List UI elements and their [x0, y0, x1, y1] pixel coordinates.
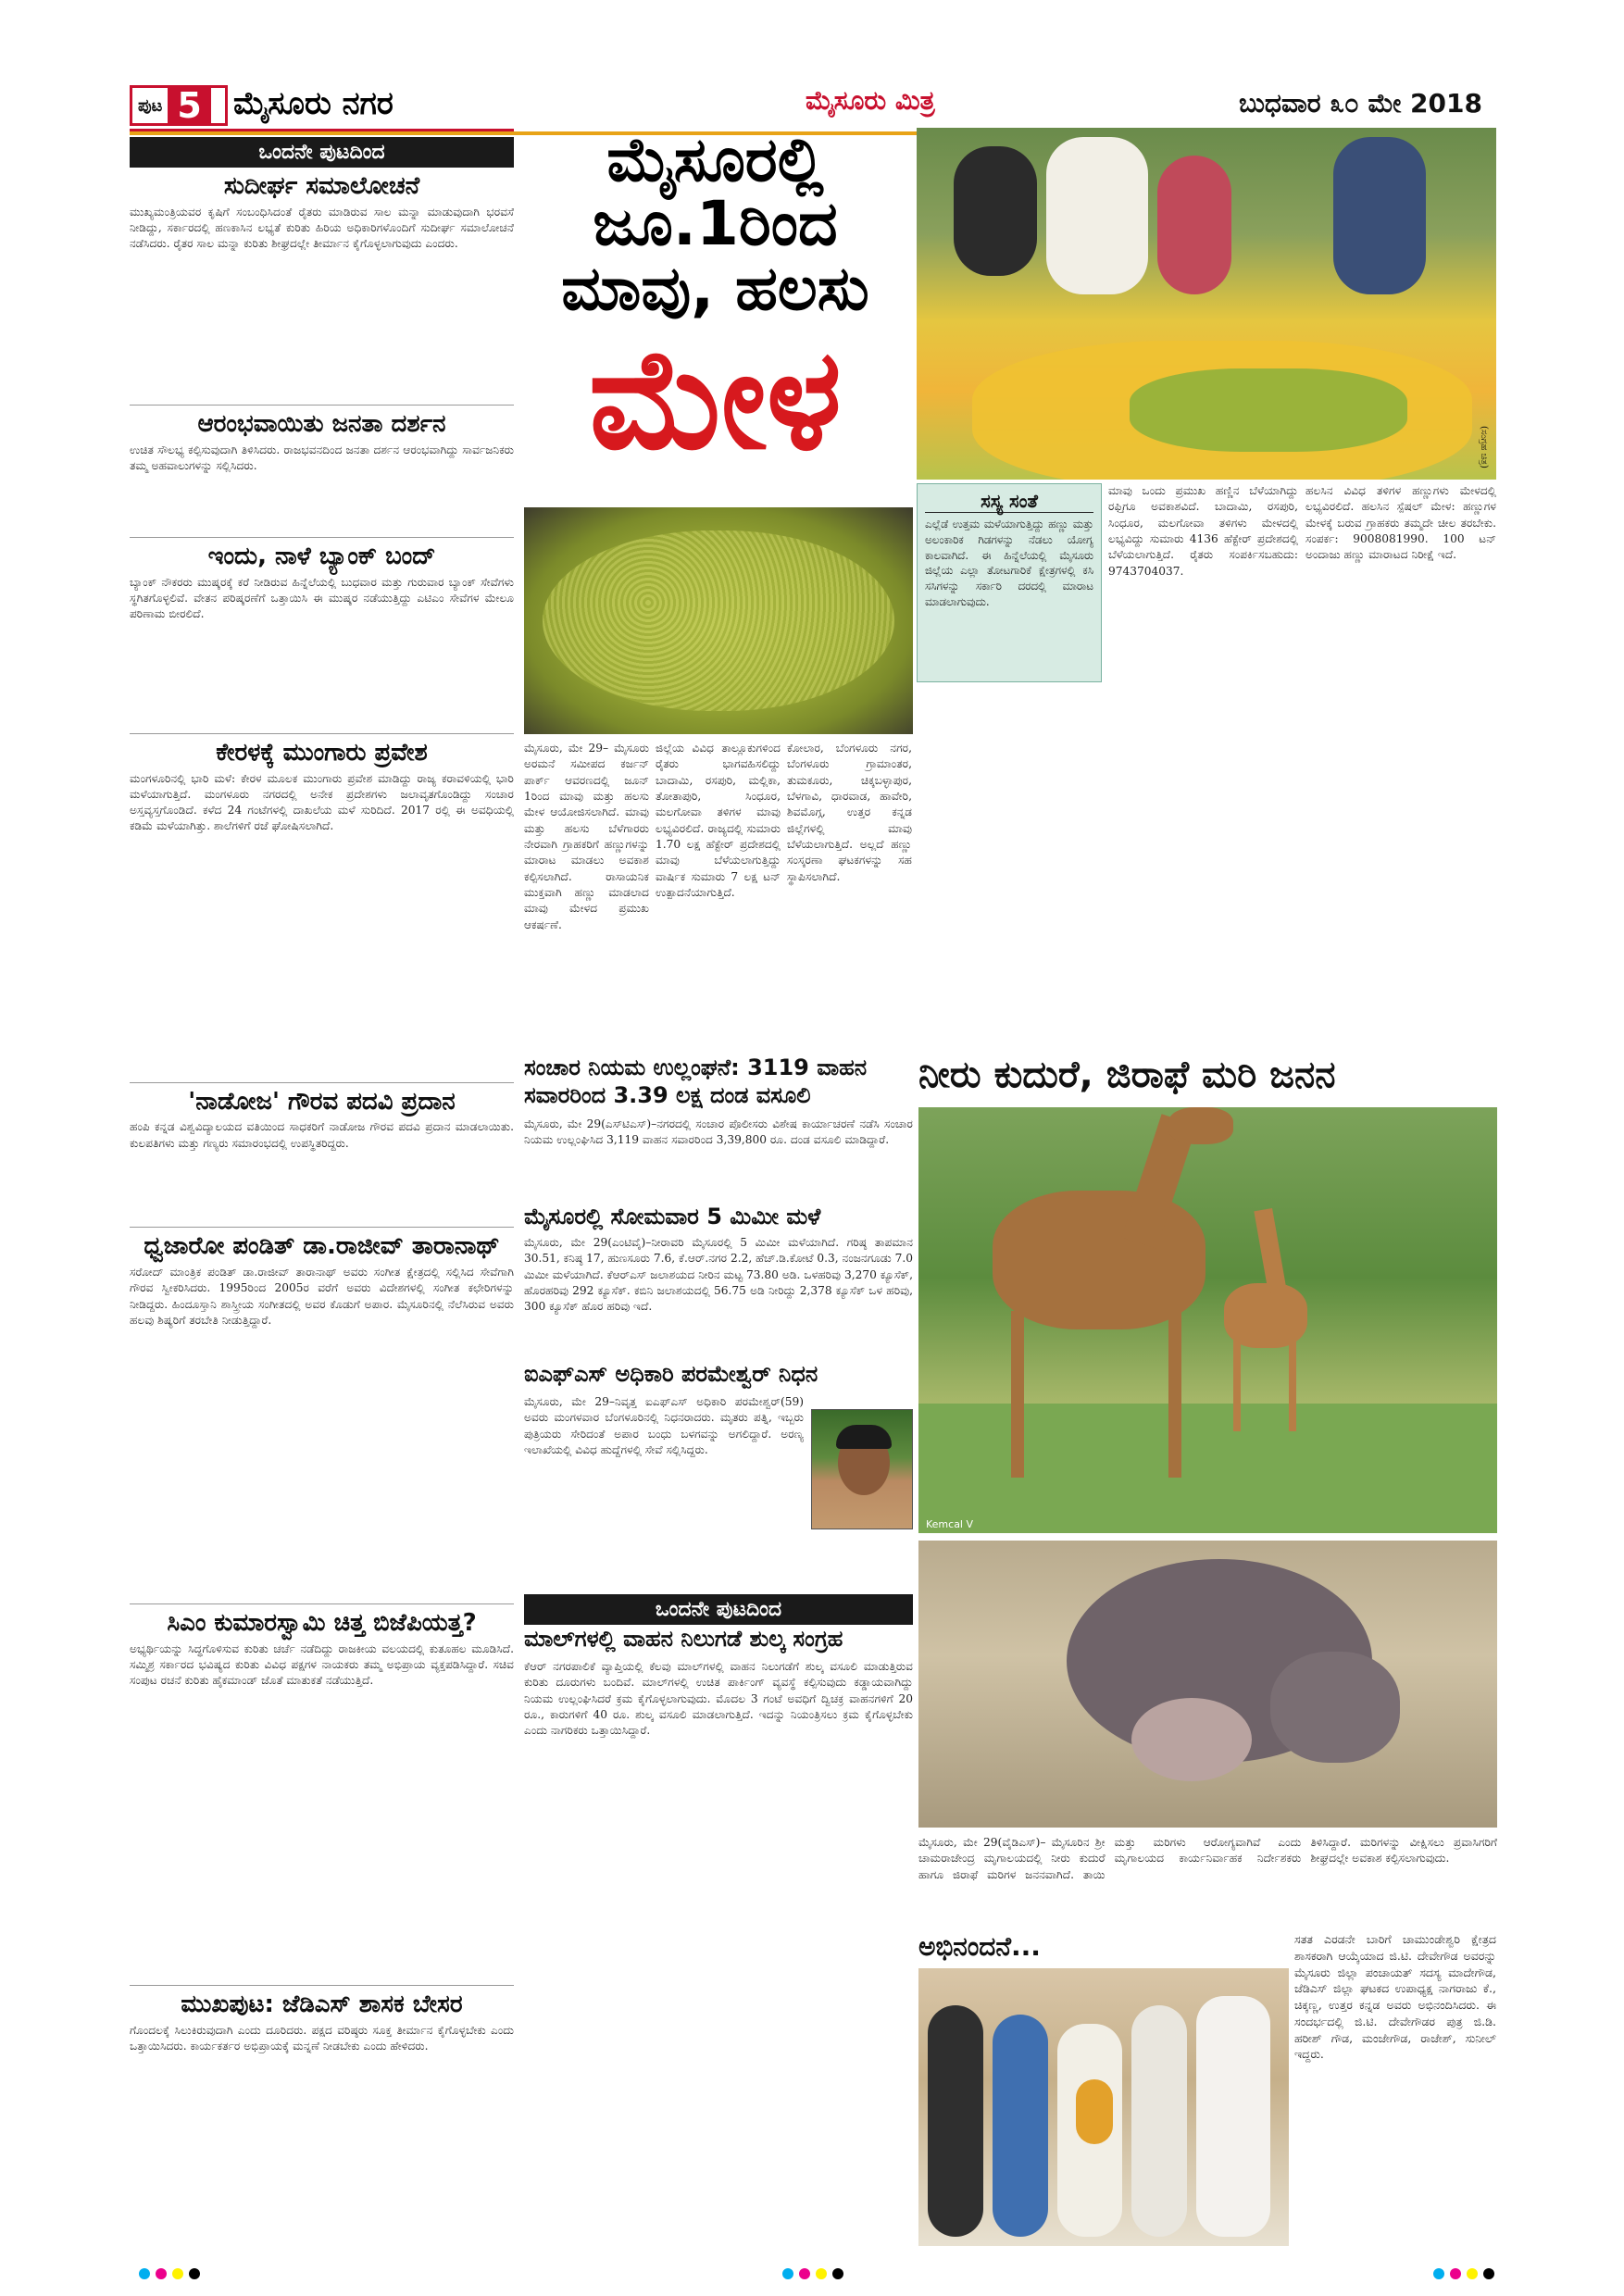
mall-body: ಕೆಆರ್ ನಗರಪಾಲಿಕೆ ವ್ಯಾಪ್ತಿಯಲ್ಲಿ ಕೆಲವು ಮಾಲ್‌ಗಳಲ್ಲಿ ವಾಹನ ನಿಲುಗಡೆಗೆ ಶುಲ್ಕ ವಸೂಲಿ ಮಾಡುತ್ತಿರುವ ಕುರಿತು ದೂರುಗಳು ಬಂದಿವೆ. ಮಾಲ್‌ಗಳಲ್ಲಿ ಉಚಿತ ಪಾರ್ಕಿಂಗ್ ವ್ಯವಸ್ಥೆ ಕಲ್ಪಿಸುವುದು ಕಡ್ಡಾಯವಾಗಿದ್ದು ನಿಯಮ ಉಲ್ಲಂಘಿಸಿದರೆ ಕ್ರಮ ಕೈಗೊಳ್ಳಲಾಗುವುದು. ಮೊದಲ 3 ಗಂಟೆ ಅವಧಿಗೆ ದ್ವಿಚಕ್ರ ವಾಹನಗಳಿಗೆ 20 ರೂ., ಕಾರುಗಳಿಗೆ 40 ರೂ. ಶುಲ್ಕ ವಸೂಲಿ ಮಾಡಲಾಗುತ್ತಿದೆ. ಇದನ್ನು ನಿಯಂತ್ರಿಸಲು ಕ್ರಮ ಕೈಗೊಳ್ಳಬೇಕು ಎಂದು ನಾಗರಿಕರು ಒತ್ತಾಯಿಸಿದ್ದಾರೆ. — [524, 1660, 913, 1738]
divider — [130, 537, 514, 538]
yellow-dot — [172, 2268, 183, 2279]
print-registration-marks — [1433, 2268, 1494, 2279]
article-body: ಮುಖ್ಯಮಂತ್ರಿಯವರ ಕೃಷಿಗೆ ಸಂಬಂಧಿಸಿದಂತೆ ರೈತರು ಮಾಡಿರುವ ಸಾಲ ಮನ್ನಾ ಮಾಡುವುದಾಗಿ ಭರವಸೆ ನೀಡಿದ್ದು, ಸರ್ಕಾರದಲ್ಲಿ ಹಣಕಾಸಿನ ಲಭ್ಯತೆ ಕುರಿತು ಹಿರಿಯ ಅಧಿಕಾರಿಗಳೊಂದಿಗೆ ಸುದೀರ್ಘ ಸಮಾಲೋಚನೆ ನಡೆಸಿದರು. ರೈತರ ಸಾಲ ಮನ್ನಾ ಕುರಿತು ಶೀಘ್ರದಲ್ಲೇ ತೀರ್ಮಾನ ಕೈಗೊಳ್ಳಲಾಗುವುದು ಎಂದರು. — [130, 205, 514, 251]
box-body: ಎಲ್ಲೆಡೆ ಉತ್ತಮ ಮಳೆಯಾಗುತ್ತಿದ್ದು ಹಣ್ಣು ಮತ್ತು ಅಲಂಕಾರಿಕ ಗಿಡಗಳನ್ನು ನೆಡಲು ಯೋಗ್ಯ ಕಾಲವಾಗಿದೆ. ಈ ಹಿನ್ನೆಲೆಯಲ್ಲಿ ಮೈಸೂರು ಜಿಲ್ಲೆಯ ಎಲ್ಲಾ ತೋಟಗಾರಿಕೆ ಕ್ಷೇತ್ರಗಳಲ್ಲಿ ಕಸಿ ಸಸಿಗಳನ್ನು ಸರ್ಕಾರಿ ದರದಲ್ಲಿ ಮಾರಾಟ ಮಾಡಲಾಗುವುದು. — [925, 518, 1093, 608]
black-dot — [189, 2268, 200, 2279]
continued-band: ಒಂದನೇ ಪುಟದಿಂದ — [524, 1594, 913, 1625]
black-dot — [832, 2268, 843, 2279]
page-number-badge — [130, 85, 228, 126]
jackfruit-photo — [524, 507, 913, 734]
black-dot — [1483, 2268, 1494, 2279]
mela-column-2: ಜಿಲ್ಲೆಯ ವಿವಿಧ ತಾಲ್ಲೂಕುಗಳಿಂದ ರೈತರು ಭಾಗವಹಿಸಲಿದ್ದು ಬಾದಾಮಿ, ರಸಪುರಿ, ಮಲ್ಲಿಕಾ, ತೋತಾಪುರಿ, ಸಿಂಧೂರ, ಮಲಗೋವಾ ತಳಿಗಳ ಮಾವು ಲಭ್ಯವಿರಲಿದೆ. ರಾಜ್ಯದಲ್ಲಿ ಸುಮಾರು 1.70 ಲಕ್ಷ ಹೆಕ್ಟೇರ್ ಪ್ರದೇಶದಲ್ಲಿ ಮಾವು ಬೆಳೆಯಲಾಗುತ್ತಿದ್ದು ವಾರ್ಷಿಕ ಸುಮಾರು 7 ಲಕ್ಷ ಟನ್ ಉತ್ಪಾದನೆಯಾಗುತ್ತಿದೆ. — [656, 742, 781, 899]
left-column — [130, 137, 514, 2257]
divider — [130, 1603, 514, 1604]
mela-column-4: ಮಾವು ಒಂದು ಪ್ರಮುಖ ಹಣ್ಣಿನ ಬೆಳೆಯಾಗಿದ್ದು ರಫ್ತಿಗೂ ಅವಕಾಶವಿದೆ. ಬಾದಾಮಿ, ರಸಪುರಿ, ಸಿಂಧೂರ, ಮಲಗೋವಾ ತಳಿಗಳು ಮೇಳದಲ್ಲಿ ಲಭ್ಯವಿದ್ದು ಸುಮಾರು 4136 ಹೆಕ್ಟೇರ್ ಪ್ರದೇಶದಲ್ಲಿ ಬೆಳೆಯಲಾಗುತ್ತಿದೆ. ರೈತರು ಸಂಪರ್ಕಿಸಬಹುದು: 9743704037. — [1108, 484, 1298, 578]
sasya-sante-box — [917, 483, 1102, 682]
main-headline — [518, 124, 912, 480]
divider — [130, 1227, 514, 1228]
obituary-body: ಮೈಸೂರು, ಮೇ 29–ನಿವೃತ್ತ ಐಎಫ್‌ಎಸ್ ಅಧಿಕಾರಿ ಪರಮೇಶ್ವರ್(59) ಅವರು ಮಂಗಳವಾರ ಬೆಂಗಳೂರಿನಲ್ಲಿ ನಿಧನರಾದರು. ಮೃತರು ಪತ್ನಿ, ಇಬ್ಬರು ಪುತ್ರಿಯರು ಸೇರಿದಂತೆ ಅಪಾರ ಬಂಧು ಬಳಗವನ್ನು ಅಗಲಿದ್ದಾರೆ. ಅರಣ್ಯ ಇಲಾಖೆಯಲ್ಲಿ ವಿವಿಧ ಹುದ್ದೆಗಳಲ್ಲಿ ಸೇವೆ ಸಲ್ಲಿಸಿದ್ದರು. — [524, 1395, 804, 1456]
congrats-body: ಸತತ ಎರಡನೇ ಬಾರಿಗೆ ಚಾಮುಂಡೇಶ್ವರಿ ಕ್ಷೇತ್ರದ ಶಾಸಕರಾಗಿ ಆಯ್ಕೆಯಾದ ಜಿ.ಟಿ. ದೇವೇಗೌಡ ಅವರನ್ನು ಮೈಸೂರು ಜಿಲ್ಲಾ ಪಂಚಾಯತ್ ಸದಸ್ಯ ಮಾದೇಗೌಡ, ಜೆಡಿಎಸ್ ಜಿಲ್ಲಾ ಘಟಕದ ಉಪಾಧ್ಯಕ್ಷ ನಾಗರಾಜು ಕೆ., ಚಿಕ್ಕಣ್ಣ, ಉತ್ತರ ಕನ್ನಡ ಅವರು ಅಭಿನಂದಿಸಿದರು. ಈ ಸಂದರ್ಭದಲ್ಲಿ ಜಿ.ಟಿ. ದೇವೇಗೌಡರ ಪುತ್ರ ಜಿ.ಡಿ. ಹರೀಶ್ ಗೌಡ, ಮಂಜೇಗೌಡ, ರಾಜೇಶ್, ಸುನೀಲ್ ಇದ್ದರು. — [1294, 1932, 1496, 2062]
zoo-body: ಮೈಸೂರು, ಮೇ 29(ವೈಡಿಎಸ್)– ಮೈಸೂರಿನ ಶ್ರೀ ಚಾಮರಾಜೇಂದ್ರ ಮೃಗಾಲಯದಲ್ಲಿ ನೀರು ಕುದುರೆ ಹಾಗೂ ಜಿರಾಫೆ ಮರಿಗಳ ಜನನವಾಗಿದೆ. ತಾಯಿ ಮತ್ತು ಮರಿಗಳು ಆರೋಗ್ಯವಾಗಿವೆ ಎಂದು ಮೃಗಾಲಯದ ಕಾರ್ಯನಿರ್ವಾಹಕ ನಿರ್ದೇಶಕರು ತಿಳಿಸಿದ್ದಾರೆ. ಮರಿಗಳನ್ನು ವೀಕ್ಷಿಸಲು ಪ್ರವಾಸಿಗರಿಗೆ ಶೀಘ್ರದಲ್ಲೇ ಅವಕಾಶ ಕಲ್ಪಿಸಲಾಗುವುದು. — [918, 1836, 1497, 1881]
mango-market-photo — [917, 128, 1496, 480]
headline-line-3: ಮಾವು, ಹಲಸು — [561, 252, 869, 324]
magenta-dot — [799, 2268, 810, 2279]
headline-line-2: ಜೂ.1ರಿಂದ — [593, 188, 838, 260]
divider — [130, 733, 514, 734]
hippo-photo — [918, 1541, 1497, 1828]
zoo-headline: ನೀರು ಕುದುರೆ, ಜಿರಾಫೆ ಮರಿ ಜನನ — [918, 1054, 1336, 1096]
newspaper-brand: ಮೈಸೂರು ಮಿತ್ರ — [806, 85, 935, 116]
photo-credit: Kemcal V — [926, 1518, 974, 1530]
headline-red: ಮೇಳ — [588, 318, 843, 480]
mela-column-1: ಮೈಸೂರು, ಮೇ 29– ಮೈಸೂರು ಅರಮನೆ ಸಮೀಪದ ಕರ್ಜನ್ ಪಾರ್ಕ್ ಆವರಣದಲ್ಲಿ ಜೂನ್ 1ರಿಂದ ಮಾವು ಮತ್ತು ಹಲಸು ಮೇಳ ಆಯೋಜಿಸಲಾಗಿದೆ. ಮಾವು ಮತ್ತು ಹಲಸು ಬೆಳೆಗಾರರು ನೇರವಾಗಿ ಗ್ರಾಹಕರಿಗೆ ಹಣ್ಣುಗಳನ್ನು ಮಾರಾಟ ಮಾಡಲು ಅವಕಾಶ ಕಲ್ಪಿಸಲಾಗಿದೆ. ರಾಸಾಯನಿಕ ಮುಕ್ತವಾಗಿ ಹಣ್ಣು ಮಾಡಲಾದ ಮಾವು ಮೇಳದ ಪ್ರಮುಖ ಆಕರ್ಷಣೆ. — [524, 742, 649, 931]
continued-band: ಒಂದನೇ ಪುಟದಿಂದ — [130, 137, 514, 168]
article-body: ಬ್ಯಾಂಕ್ ನೌಕರರು ಮುಷ್ಕರಕ್ಕೆ ಕರೆ ನೀಡಿರುವ ಹಿನ್ನೆಲೆಯಲ್ಲಿ ಬುಧವಾರ ಮತ್ತು ಗುರುವಾರ ಬ್ಯಾಂಕ್ ಸೇವೆಗಳು ಸ್ಥಗಿತಗೊಳ್ಳಲಿವೆ. ವೇತನ ಪರಿಷ್ಕರಣೆಗೆ ಒತ್ತಾಯಿಸಿ ಈ ಮುಷ್ಕರ ನಡೆಯುತ್ತಿದ್ದು ಎಟಿಎಂ ಸೇವೆಗಳ ಮೇಲೂ ಪರಿಣಾಮ ಬೀರಲಿದೆ. — [130, 575, 514, 620]
divider — [130, 405, 514, 406]
page-word: ಪುಟ — [138, 95, 163, 116]
magenta-dot — [1450, 2268, 1461, 2279]
article-title: ಸುದೀರ್ಘ ಸಮಾಲೋಚನೆ — [223, 172, 420, 200]
mela-column-5: ಹಲಸಿನ ವಿವಿಧ ತಳಿಗಳ ಹಣ್ಣುಗಳು ಮೇಳದಲ್ಲಿ ಲಭ್ಯವಿರಲಿದೆ. ಹಲಸಿನ ಸ್ಪೆಷಲ್ ಮೇಳ: ಹಣ್ಣುಗಳ ಮೇಳಕ್ಕೆ ಬರುವ ಗ್ರಾಹಕರು ತಮ್ಮದೇ ಚೀಲ ತರಬೇಕು. ಸಂಪರ್ಕ: 9008081990. 100 ಟನ್ ಅಂದಾಜು ಹಣ್ಣು ಮಾರಾಟದ ನಿರೀಕ್ಷೆ ಇದೆ. — [1305, 484, 1496, 562]
article-title: ಇಂದು, ನಾಳೆ ಬ್ಯಾಂಕ್ ಬಂದ್ — [207, 542, 436, 570]
magenta-dot — [156, 2268, 167, 2279]
article-body: ಅಭ್ಯರ್ಥಿಯನ್ನು ಸಿದ್ಧಗೊಳಿಸುವ ಕುರಿತು ಚರ್ಚೆ ನಡೆದಿದ್ದು ರಾಜಕೀಯ ವಲಯದಲ್ಲಿ ಕುತೂಹಲ ಮೂಡಿಸಿದೆ. ಸಮ್ಮಿಶ್ರ ಸರ್ಕಾರದ ಭವಿಷ್ಯದ ಕುರಿತು ವಿವಿಧ ಪಕ್ಷಗಳ ನಾಯಕರು ತಮ್ಮ ಅಭಿಪ್ರಾಯ ವ್ಯಕ್ತಪಡಿಸಿದ್ದಾರೆ. ಸಚಿವ ಸಂಪುಟ ರಚನೆ ಕುರಿತು ಹೈಕಮಾಂಡ್ ಜೊತೆ ಮಾತುಕತೆ ನಡೆಯುತ್ತಿದೆ. — [130, 1642, 514, 1688]
page-number: 5 — [168, 88, 210, 123]
obituary-headline: ಐಎಫ್‌ಎಸ್ ಅಧಿಕಾರಿ ಪರಮೇಶ್ವರ್ ನಿಧನ — [524, 1361, 818, 1387]
cyan-dot — [782, 2268, 793, 2279]
article-title: ಮುಖಪುಟ: ಜೆಡಿಎಸ್ ಶಾಸಕ ಬೇಸರ — [181, 1990, 463, 2019]
obituary-portrait — [811, 1409, 913, 1529]
congrats-headline: ಅಭಿನಂದನೆ... — [918, 1931, 1041, 1962]
mall-headline: ಮಾಲ್‌ಗಳಲ್ಲಿ ವಾಹನ ನಿಲುಗಡೆ ಶುಲ್ಕ ಸಂಗ್ರಹ — [524, 1626, 843, 1652]
divider — [130, 1082, 514, 1083]
article-body: ಸರೋದ್ ಮಾಂತ್ರಿಕ ಪಂಡಿತ್ ಡಾ.ರಾಜೀವ್ ತಾರಾನಾಥ್ ಅವರು ಸಂಗೀತ ಕ್ಷೇತ್ರದಲ್ಲಿ ಸಲ್ಲಿಸಿದ ಸೇವೆಗಾಗಿ ಗೌರವ ಸ್ವೀಕರಿಸಿದರು. 1995ರಿಂದ 2005ರ ವರೆಗೆ ಅವರು ವಿದೇಶಗಳಲ್ಲಿ ಸಂಗೀತ ಕಛೇರಿಗಳನ್ನು ನೀಡಿದ್ದರು. ಹಿಂದೂಸ್ತಾನಿ ಶಾಸ್ತ್ರೀಯ ಸಂಗೀತದಲ್ಲಿ ಅವರ ಕೊಡುಗೆ ಅಪಾರ. ಮೈಸೂರಿನಲ್ಲಿ ನೆಲೆಸಿರುವ ಅವರು ಹಲವು ಶಿಷ್ಯರಿಗೆ ತರಬೇತಿ ನೀಡುತ್ತಿದ್ದಾರೆ. — [130, 1266, 514, 1327]
article-body: ಉಚಿತ ಸೌಲಭ್ಯ ಕಲ್ಪಿಸುವುದಾಗಿ ತಿಳಿಸಿದರು. ರಾಜಭವನದಿಂದ ಜನತಾ ದರ್ಶನ ಆರಂಭವಾಗಿದ್ದು ಸಾರ್ವಜನಿಕರು ತಮ್ಮ ಅಹವಾಲುಗಳನ್ನು ಸಲ್ಲಿಸಿದರು. — [130, 443, 514, 472]
rain-body: ಮೈಸೂರು, ಮೇ 29(ಎಂಟಿವೈ)–ನೀರಾವರಿ ಮೈಸೂರಲ್ಲಿ 5 ಮಿಮೀ ಮಳೆಯಾಗಿದೆ. ಗರಿಷ್ಠ ತಾಪಮಾನ 30.51, ಕನಿಷ್ಠ 17, ಹುಣಸೂರು 7.6, ಕೆ.ಆರ್.ನಗರ 2.2, ಹೆಚ್.ಡಿ.ಕೋಟೆ 0.3, ನಂಜನಗೂಡು 7.0 ಮಿಮೀ ಮಳೆಯಾಗಿದೆ. ಕೆಆರ್‌ಎಸ್ ಜಲಾಶಯದ ನೀರಿನ ಮಟ್ಟ 73.80 ಅಡಿ. ಒಳಹರಿವು 3,270 ಕ್ಯೂಸೆಕ್, ಹೊರಹರಿವು 292 ಕ್ಯೂಸೆಕ್. ಕಬಿನಿ ಜಲಾಶಯದಲ್ಲಿ 56.75 ಅಡಿ ನೀರಿದ್ದು 2,378 ಕ್ಯೂಸೆಕ್ ಒಳ ಹರಿವು, 300 ಕ್ಯೂಸೆಕ್ ಹೊರ ಹರಿವು ಇದೆ. — [524, 1236, 913, 1314]
mela-column-3: ಕೋಲಾರ, ಬೆಂಗಳೂರು ನಗರ, ಬೆಂಗಳೂರು ಗ್ರಾಮಾಂತರ, ತುಮಕೂರು, ಚಿಕ್ಕಬಳ್ಳಾಪುರ, ಬೆಳಗಾವಿ, ಧಾರವಾಡ, ಹಾವೇರಿ, ಶಿವಮೊಗ್ಗ, ಉತ್ತರ ಕನ್ನಡ ಜಿಲ್ಲೆಗಳಲ್ಲಿ ಮಾವು ಬೆಳೆಯಲಾಗುತ್ತಿದೆ. ಅಲ್ಲದೆ ಹಣ್ಣು ಸಂಸ್ಕರಣಾ ಘಟಕಗಳನ್ನು ಸಹ ಸ್ಥಾಪಿಸಲಾಗಿದೆ. — [787, 742, 912, 883]
box-title: ಸಸ್ಯ ಸಂತೆ — [925, 490, 1093, 513]
cyan-dot — [139, 2268, 150, 2279]
article-title: ಆರಂಭವಾಯಿತು ಜನತಾ ದರ್ಶನ — [197, 409, 446, 438]
headline-line-1: ಮೈಸೂರಲ್ಲಿ — [606, 124, 824, 195]
article-body: ಹಂಪಿ ಕನ್ನಡ ವಿಶ್ವವಿದ್ಯಾಲಯದ ವತಿಯಿಂದ ಸಾಧಕರಿಗೆ ನಾಡೋಜ ಗೌರವ ಪದವಿ ಪ್ರದಾನ ಮಾಡಲಾಯಿತು. ಕುಲಪತಿಗಳು ಮತ್ತು ಗಣ್ಯರು ಸಮಾರಂಭದಲ್ಲಿ ಉಪಸ್ಥಿತರಿದ್ದರು. — [130, 1120, 514, 1150]
article-title: ಧ್ವಜಾರೋ ಪಂಡಿತ್ ಡಾ.ರಾಜೀವ್ ತಾರಾನಾಥ್ — [144, 1232, 500, 1261]
divider — [130, 1985, 514, 1986]
cyan-dot — [1433, 2268, 1444, 2279]
print-registration-marks — [139, 2268, 200, 2279]
print-registration-marks — [782, 2268, 843, 2279]
article-title: ಕೇರಳಕ್ಕೆ ಮುಂಗಾರು ಪ್ರವೇಶ — [216, 738, 428, 767]
yellow-dot — [816, 2268, 827, 2279]
rain-headline: ಮೈಸೂರಲ್ಲಿ ಸೋಮವಾರ 5 ಮಿಮೀ ಮಳೆ — [524, 1204, 821, 1229]
giraffe-photo — [918, 1107, 1497, 1533]
article-title: 'ನಾಡೋಜ' ಗೌರವ ಪದವಿ ಪ್ರದಾನ — [188, 1087, 456, 1116]
photo-caption: (ಸಂಗ್ರಹ ಚಿತ್ರ) — [1479, 426, 1489, 468]
article-body: ಮಂಗಳೂರಿನಲ್ಲಿ ಭಾರಿ ಮಳೆ: ಕೇರಳ ಮೂಲಕ ಮುಂಗಾರು ಪ್ರವೇಶ ಮಾಡಿದ್ದು ರಾಜ್ಯ ಕರಾವಳಿಯಲ್ಲಿ ಭಾರಿ ಮಳೆಯಾಗುತ್ತಿದೆ. ಮಂಗಳೂರು ನಗರದಲ್ಲಿ ಅನೇಕ ಪ್ರದೇಶಗಳು ಜಲಾವೃತಗೊಂಡಿದ್ದು ಸಂಚಾರ ಅಸ್ತವ್ಯಸ್ತಗೊಂಡಿದೆ. ಕಳೆದ 24 ಗಂಟೆಗಳಲ್ಲಿ ದಾಖಲೆಯ ಮಳೆ ಸುರಿದಿದೆ. 2017 ರಲ್ಲಿ ಈ ಅವಧಿಯಲ್ಲಿ ಕಡಿಮೆ ಮಳೆಯಾಗಿತ್ತು. ಶಾಲೆಗಳಿಗೆ ರಜೆ ಘೋಷಿಸಲಾಗಿದೆ. — [130, 771, 514, 832]
portrait-hair — [836, 1425, 892, 1449]
article-title: ಸಿಎಂ ಕುಮಾರಸ್ವಾಮಿ ಚಿತ್ತ ಬಿಜೆಪಿಯತ್ತ? — [167, 1609, 477, 1638]
yellow-dot — [1467, 2268, 1478, 2279]
section-title: ಮೈಸೂರು ನಗರ — [233, 85, 394, 122]
article-body: ಗೊಂದಲಕ್ಕೆ ಸಿಲುಕಿರುವುದಾಗಿ ಎಂದು ದೂರಿದರು. ಪಕ್ಷದ ವರಿಷ್ಠರು ಸೂಕ್ತ ತೀರ್ಮಾನ ಕೈಗೊಳ್ಳಬೇಕು ಎಂದು ಒತ್ತಾಯಿಸಿದರು. ಕಾರ್ಯಕರ್ತರ ಅಭಿಪ್ರಾಯಕ್ಕೆ ಮನ್ನಣೆ ನೀಡಬೇಕು ಎಂದು ಹೇಳಿದರು. — [130, 2024, 514, 2053]
dateline: ಬುಧವಾರ ೩೦ ಮೇ 2018 — [1239, 88, 1482, 119]
traffic-body: ಮೈಸೂರು, ಮೇ 29(ಎಸ್‌ಟಿಎಸ್)–ನಗರದಲ್ಲಿ ಸಂಚಾರ ಪೊಲೀಸರು ವಿಶೇಷ ಕಾರ್ಯಾಚರಣೆ ನಡೆಸಿ ಸಂಚಾರ ನಿಯಮ ಉಲ್ಲಂಘಿಸಿದ 3,119 ವಾಹನ ಸವಾರರಿಂದ 3,39,800 ರೂ. ದಂಡ ವಸೂಲಿ ಮಾಡಿದ್ದಾರೆ. — [524, 1117, 913, 1147]
congrats-photo — [918, 1968, 1289, 2246]
traffic-headline: ಸಂಚಾರ ನಿಯಮ ಉಲ್ಲಂಘನೆ: 3119 ವಾಹನ ಸವಾರರಿಂದ 3.39 ಲಕ್ಷ ದಂಡ ವಸೂಲಿ — [524, 1054, 868, 1108]
